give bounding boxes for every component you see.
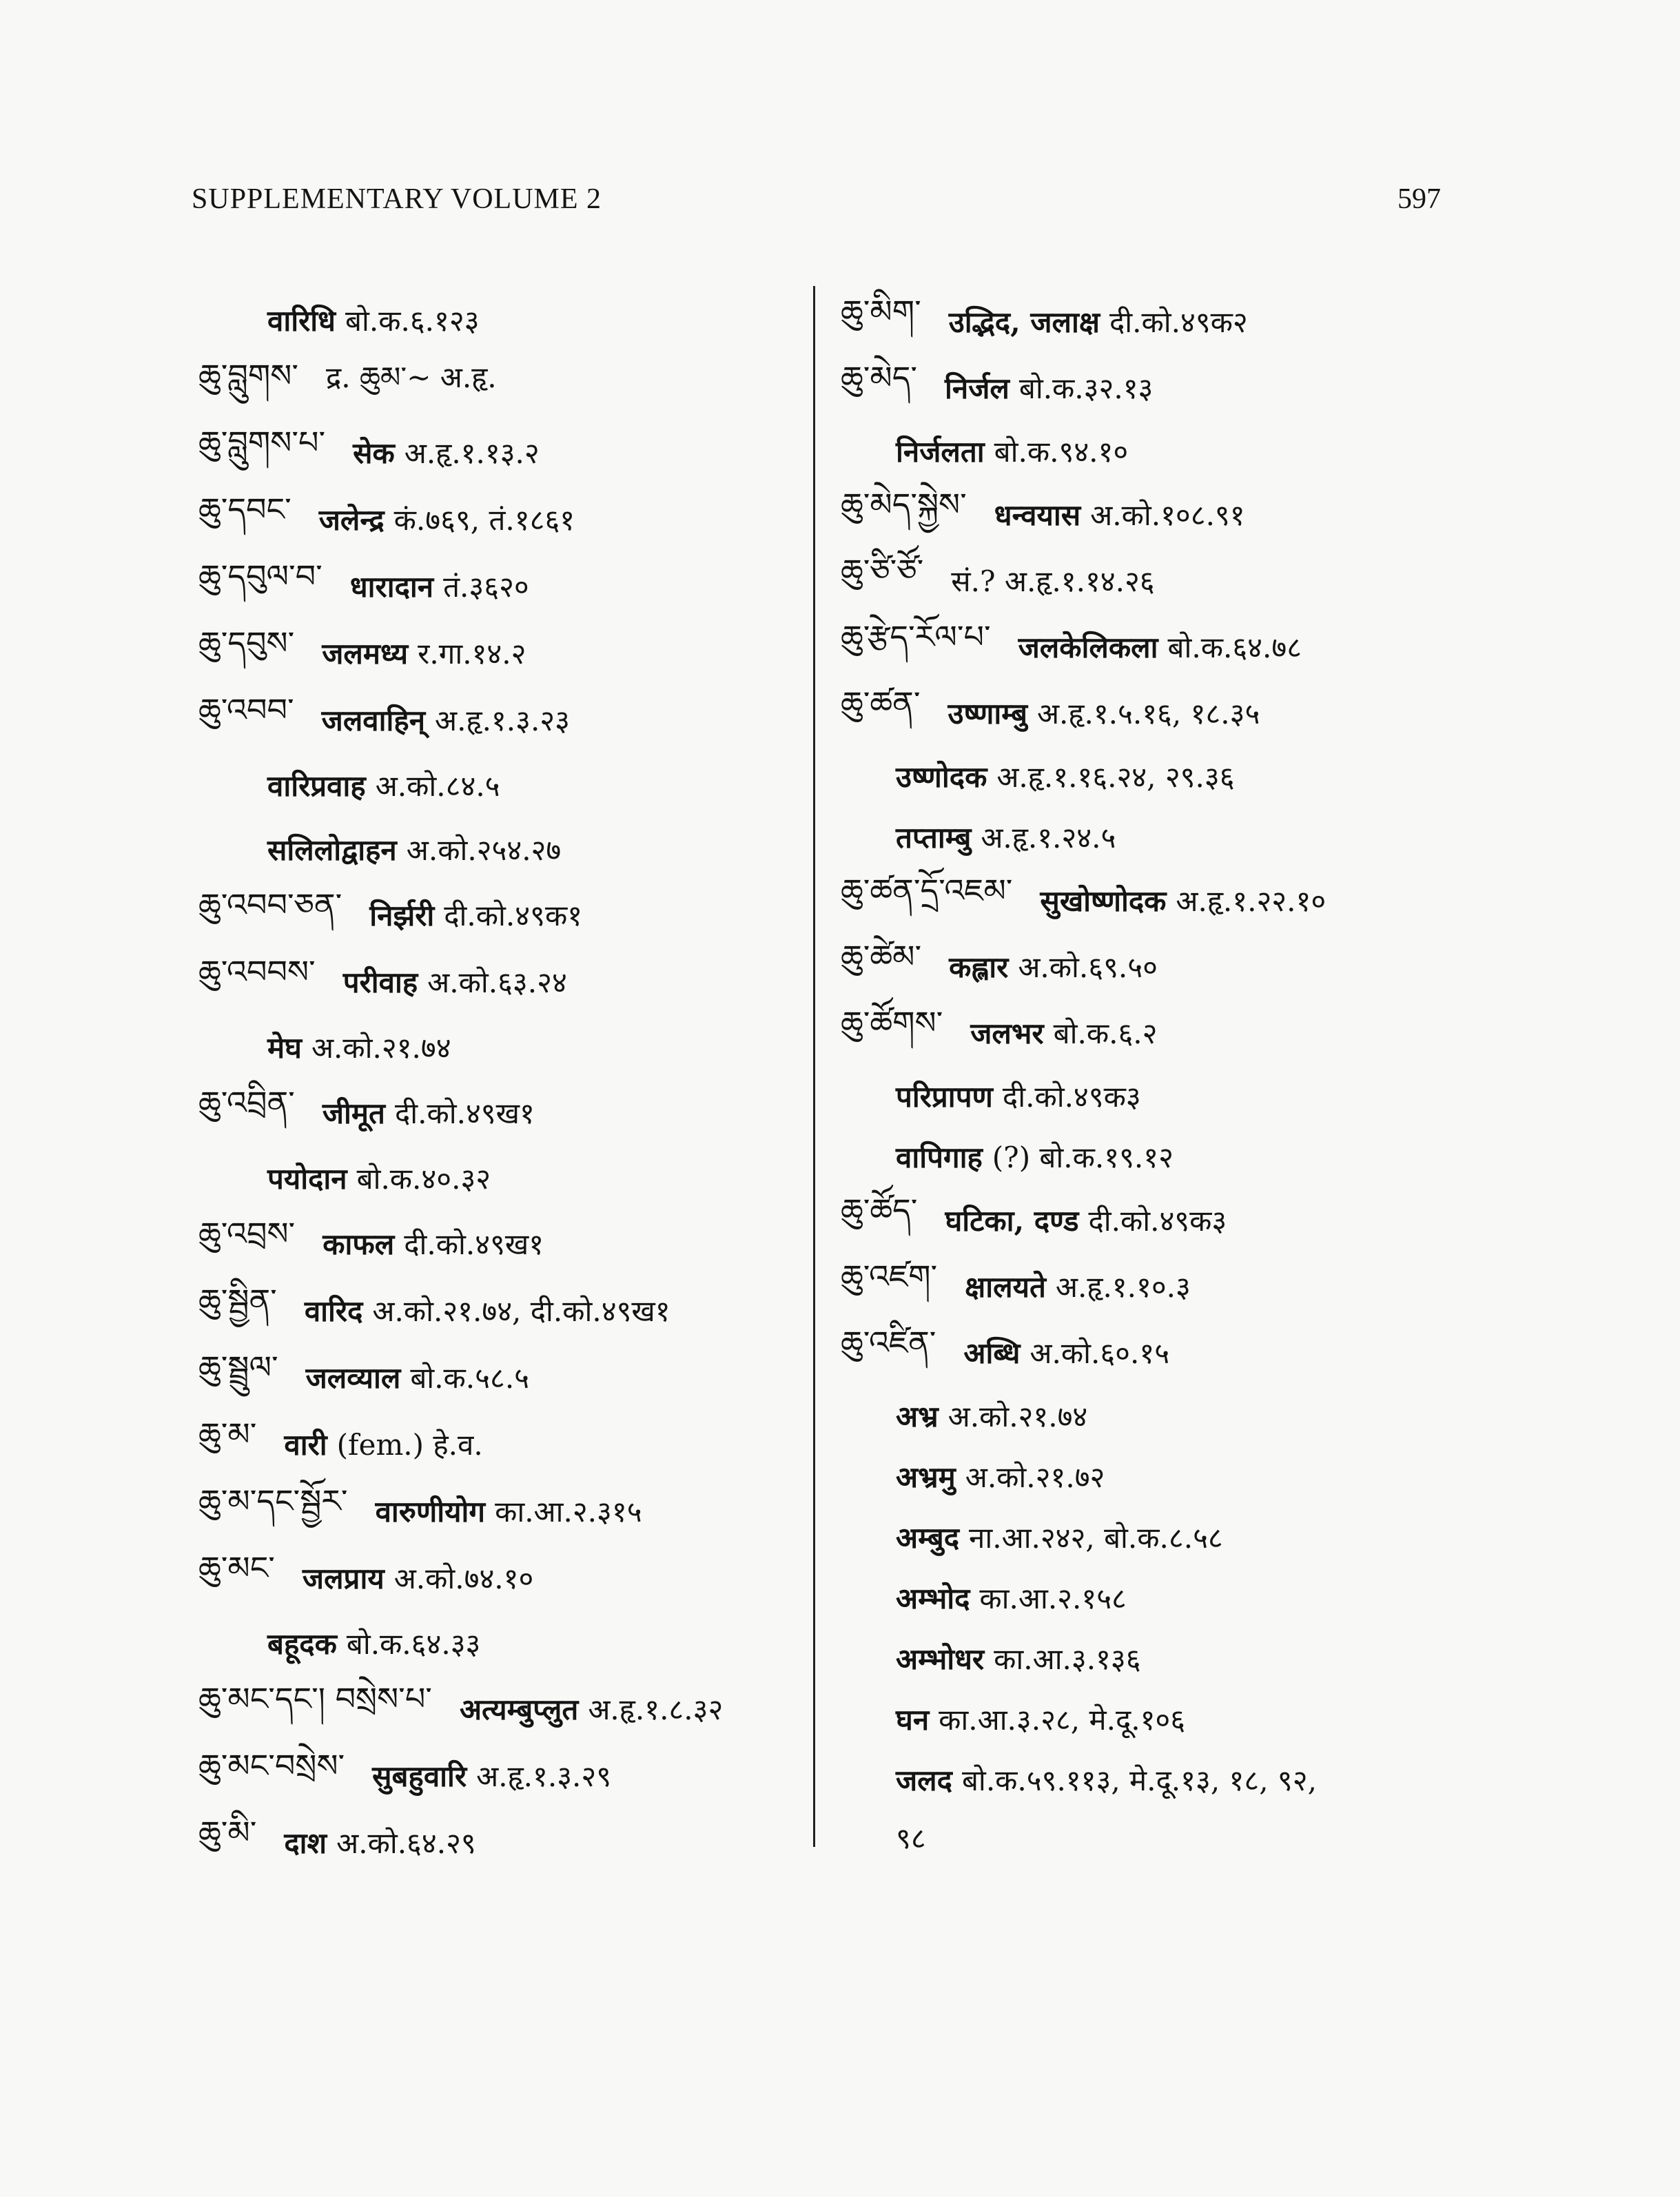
sanskrit-term: कह्लार — [949, 950, 1009, 984]
source-reference: बो.क.६४.७८ — [1167, 630, 1302, 664]
dictionary-entry — [841, 1749, 1516, 1810]
sanskrit-term: अत्यम्बुप्लुत — [459, 1693, 579, 1726]
tibetan-headword: ཆུ་དབང་ — [198, 491, 291, 528]
dictionary-entry — [841, 354, 1516, 420]
source-reference: अ.को.२१.७४ — [311, 1031, 451, 1065]
sanskrit-term: अम्भोद — [896, 1581, 970, 1615]
source-reference: (fem.) हे.व. — [336, 1428, 483, 1462]
sanskrit-term: सुखोष्णोदक — [1040, 883, 1167, 918]
tibetan-headword: ཆུ་མང་བསྲེས་ — [198, 1747, 345, 1784]
sanskrit-term: जलव्याल — [305, 1361, 401, 1395]
source-reference: अ.को.१०८.९१ — [1090, 498, 1245, 532]
tibetan-headword: ཆུ་ཚོགས་ — [841, 1003, 943, 1041]
source-reference: दी.को.४९क१ — [444, 899, 583, 932]
source-reference: अ.हृ.१.१६.२४, २९.३६ — [996, 759, 1235, 794]
source-reference: अ.को.२१.७४ — [947, 1399, 1088, 1433]
source-reference: का.आ.२.३१५ — [495, 1495, 642, 1529]
tibetan-headword: ཆུ་བླུགས་པ་ — [198, 424, 326, 461]
sanskrit-term: सलिलोद्वाहन — [267, 833, 397, 867]
source-reference: दी.को.४९ख१ — [394, 1096, 535, 1130]
source-reference: अ.हृ.१.८.३२ — [588, 1693, 724, 1726]
dictionary-entry — [841, 1126, 1516, 1187]
source-reference: अ.को.२१.७४, दी.को.४९ख१ — [372, 1294, 670, 1328]
source-reference: अ.हृ.१.१०.३ — [1055, 1269, 1191, 1304]
source-reference: बो.क.५८.५ — [410, 1361, 530, 1395]
sanskrit-term: निर्जलता — [896, 434, 985, 469]
sanskrit-term: जलकेलिकला — [1018, 630, 1158, 664]
source-reference: बो.क.५९.११३, मे.दू.१३, १८, ९२, — [961, 1763, 1317, 1797]
source-reference: (?) बो.क.१९.१२ — [992, 1140, 1174, 1174]
sanskrit-term: परीवाह — [342, 965, 418, 999]
tibetan-headword: ཆུ་མིག་ — [841, 292, 921, 330]
tibetan-headword: ཆུ་མང་དང་། བསྲེས་པ་ — [198, 1680, 432, 1717]
tibetan-headword: ཆུ་ཚེམ་ — [841, 937, 922, 975]
dictionary-entry — [841, 1253, 1516, 1319]
tibetan-headword: ཆུ་མི་ — [198, 1814, 257, 1851]
source-reference: अ.हृ.१.१३.२ — [404, 436, 540, 470]
source-reference: अ.को.६४.२९ — [336, 1826, 476, 1860]
sanskrit-term: घन — [896, 1702, 930, 1737]
source-reference: अ.को.६३.२४ — [427, 965, 567, 999]
source-reference: अ.को.२१.७२ — [965, 1460, 1105, 1494]
source-reference: अ.हृ.१.३.२९ — [476, 1759, 612, 1793]
dictionary-entry — [841, 1319, 1516, 1385]
tibetan-headword: ཆུ་འབབས་ — [198, 953, 316, 990]
tibetan-headword: ཆུ་ཚན་དྲོ་འཇམ་ — [841, 871, 1013, 909]
tibetan-headword: ཆུ་མེད་སྐྱེས་ — [841, 485, 967, 523]
sanskrit-term: जलप्राय — [302, 1562, 385, 1595]
dictionary-entry — [841, 613, 1516, 679]
source-reference: दी.को.४९क२ — [1109, 305, 1248, 339]
tibetan-headword: ཆུ་ཚན་ — [841, 684, 921, 722]
source-reference: तं.३६२० — [443, 570, 529, 604]
sanskrit-term: वारुणीयोग — [375, 1495, 486, 1529]
sanskrit-term: धारादान — [349, 570, 434, 604]
tibetan-headword: ཆུ་མ་དང་སྦྱོར་ — [198, 1482, 348, 1520]
dictionary-entry — [841, 1187, 1516, 1253]
sanskrit-term: जलमध्य — [322, 637, 409, 671]
tibetan-headword: ཆུ་རྩེད་རོལ་པ་ — [841, 617, 991, 655]
tibetan-headword: ཆུ་སྦྲུལ་ — [198, 1349, 278, 1386]
tibetan-headword: ཆུ་མེད་ — [841, 358, 917, 396]
sanskrit-term: सुबहुवारि — [372, 1759, 467, 1793]
source-reference: अ.को.२५४.२७ — [406, 833, 562, 867]
sanskrit-term: जीमूत — [322, 1096, 385, 1130]
sanskrit-term: जलभर — [970, 1016, 1044, 1050]
sanskrit-term: उष्णोदक — [896, 759, 987, 794]
source-reference: अ.हृ.१.३.२३ — [435, 704, 570, 737]
sanskrit-term: दाश — [284, 1826, 327, 1860]
page-number: 597 — [1397, 183, 1441, 215]
source-reference: अ.को.८४.५ — [375, 769, 500, 803]
tibetan-headword: ཆུ་འཛིན་ — [841, 1323, 936, 1361]
sanskrit-term: अम्भोधर — [896, 1642, 985, 1676]
sanskrit-term: पयोदान — [267, 1162, 347, 1196]
source-reference: अ.को.६९.५० — [1018, 950, 1158, 984]
source-reference: अ.हृ.१.५.१६, १८.३५ — [1036, 696, 1260, 730]
tibetan-headword: ཆུ་སྦྱིན་ — [198, 1282, 277, 1319]
source-reference: द्र. ཆུམ་~ अ.हृ. — [326, 360, 497, 394]
sanskrit-term: वारिद — [304, 1294, 363, 1328]
sanskrit-term: मेघ — [267, 1031, 302, 1065]
column-divider — [813, 286, 815, 1847]
sanskrit-term: अभ्रमु — [896, 1460, 956, 1494]
dictionary-entry — [841, 1688, 1516, 1749]
sanskrit-term: वापिगाह — [896, 1140, 983, 1174]
dictionary-entry — [198, 1344, 805, 1411]
right-column — [841, 288, 1516, 1865]
dictionary-entry — [841, 1446, 1516, 1506]
sanskrit-term: क्षालयते — [965, 1269, 1046, 1304]
source-reference: सं.? अ.हृ.१.१४.२६ — [951, 564, 1155, 598]
dictionary-entry — [841, 746, 1516, 806]
source-reference: दी.को.४९क३ — [1002, 1079, 1141, 1114]
dictionary-entry — [198, 686, 805, 753]
dictionary-entry — [841, 999, 1516, 1065]
sanskrit-term: तप्ताम्बु — [896, 820, 972, 855]
source-reference: बो.क.६४.३३ — [346, 1627, 481, 1661]
source-reference: बो.क.४०.३२ — [356, 1162, 491, 1196]
sanskrit-term: निर्झरी — [369, 899, 435, 932]
sanskrit-term: अम्बुद — [896, 1520, 960, 1555]
dictionary-entry — [198, 948, 805, 1015]
tibetan-headword: ཆུ་དབུལ་བ་ — [198, 558, 322, 595]
source-reference: दी.को.४९क३ — [1088, 1203, 1227, 1238]
sanskrit-term: उष्णाम्बु — [947, 696, 1027, 730]
source-reference: बो.क.९४.१० — [994, 434, 1129, 469]
left-column — [198, 288, 805, 1876]
tibetan-headword: ཆུ་མ་ — [198, 1416, 257, 1453]
dictionary-entry — [841, 288, 1516, 354]
sanskrit-term: जलद — [896, 1763, 952, 1797]
dictionary-entry — [841, 867, 1516, 933]
source-reference: अ.हृ.१.२४.५ — [981, 820, 1116, 855]
dictionary-entry — [198, 1210, 805, 1277]
source-reference: दी.को.४९ख१ — [404, 1227, 544, 1261]
dictionary-entry — [841, 1567, 1516, 1628]
tibetan-headword: ཆུ་འབྲིན་ — [198, 1084, 295, 1121]
sanskrit-term: वारिप्रवाह — [267, 769, 366, 803]
sanskrit-term: वारी — [284, 1428, 327, 1462]
source-reference: अ.को.७४.१० — [393, 1562, 534, 1595]
dictionary-entry — [841, 1385, 1516, 1446]
source-reference: र.गा.१४.२ — [418, 637, 526, 671]
sanskrit-term: निर्जल — [945, 371, 1010, 405]
source-reference: अ.हृ.१.२२.१० — [1176, 883, 1326, 918]
tibetan-headword: ཆུ་འབྲས་ — [198, 1215, 296, 1252]
running-header-title: SUPPLEMENTARY VOLUME 2 — [192, 183, 602, 215]
sanskrit-term: वारिधि — [267, 304, 336, 338]
tibetan-headword: ཆུ་དབུས་ — [198, 624, 295, 662]
tibetan-headword: ཆུ་མང་ — [198, 1549, 275, 1586]
sanskrit-term: सेक — [353, 436, 395, 470]
sanskrit-term: काफल — [322, 1227, 395, 1261]
dictionary-entry — [841, 1628, 1516, 1688]
sanskrit-term: जलवाहिन् — [321, 704, 426, 737]
tibetan-headword: ཆུ་ཙི་ཙོ་ — [841, 551, 924, 589]
dictionary-entry — [198, 1478, 805, 1544]
source-reference: का.आ.२.१५८ — [979, 1581, 1127, 1615]
tibetan-headword: ཆུ་འཛག་ — [841, 1257, 938, 1295]
source-reference: कं.७६९, तं.१८६१ — [393, 503, 575, 537]
tibetan-headword: ཆུ་བླུགས་ — [198, 357, 298, 394]
source-reference: अ.को.६०.१५ — [1029, 1336, 1170, 1370]
source-reference: बो.क.३२.१३ — [1018, 371, 1154, 405]
tibetan-headword: ཆུ་འབབ་ — [198, 691, 294, 728]
tibetan-headword: ཆུ་ཚོད་ — [841, 1191, 918, 1229]
dictionary-entry — [841, 481, 1516, 547]
source-reference: का.आ.३.१३६ — [994, 1642, 1141, 1676]
sanskrit-term: अब्धि — [963, 1336, 1021, 1370]
source-reference: ना.आ.२४२, बो.क.८.५८ — [969, 1520, 1223, 1555]
sanskrit-term: धन्वयास — [994, 498, 1081, 532]
sanskrit-term: उद्भिद, जलाक्ष — [948, 305, 1100, 339]
source-reference: बो.क.६.१२३ — [345, 304, 480, 338]
tibetan-headword: ཆུ་འབབ་ཅན་ — [198, 886, 342, 923]
dictionary-entry — [841, 1506, 1516, 1567]
sanskrit-term: अभ्र — [896, 1399, 939, 1433]
source-reference: का.आ.३.२८, मे.दू.१०६ — [939, 1702, 1186, 1737]
dictionary-entry — [198, 1742, 805, 1809]
reference-continuation: ९८ — [896, 1821, 926, 1855]
source-reference: बो.क.६.२ — [1053, 1016, 1158, 1050]
sanskrit-term: घटिका, दण्ड — [945, 1203, 1079, 1238]
sanskrit-term: परिप्रापण — [896, 1079, 993, 1114]
sanskrit-term: बहूदक — [267, 1627, 337, 1661]
dictionary-entry — [198, 1079, 805, 1146]
sanskrit-term: जलेन्द्र — [318, 503, 385, 537]
